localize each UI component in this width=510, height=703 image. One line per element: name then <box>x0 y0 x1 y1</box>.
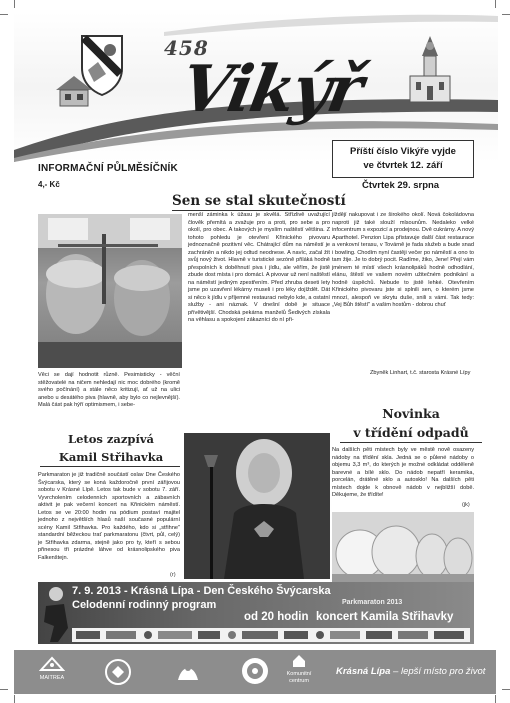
main-article-text-col2: menší záminka k úžasu je skvělá. Střízlivě uvažující člověk přemítá a zvažuje pro a proti, pro sebe a pro okolí, pro obec. A takových je myslím naštěstí většina. Z tohoto pohledu je otevření Křinického pivovaru jednoznačně pozitivní věc. Chátrající dům na náměstí je zachráněn a nikdo jej odtud neodnese. A navíc, začal žít svůj nový život. Hlavně v turistické sezóně přiláká hodně přespolních k doběhnutí piva i jídlu, ale věřím, že jistě zbude dost místa i pro domácí. A pivovar už není naštěstí na náměstí jediným zpestřením. Před zhruba deseti lety jsme po uzavření lékárny museli i pro léky dojíždět. Dát si něco k jídlu v příjemné restauraci nebylo kde, a ostatní služby - ani náznak. V dnešní době je situace přívětivější. Chodská pekárna manželů Šedivých získala na věhlasu a spokojení zákazníci do ní při- <box>188 212 330 323</box>
partner-logo-icon <box>104 658 132 686</box>
next-issue-line2: ve čtvrtek 12. září <box>363 160 443 171</box>
footer-slogan <box>336 666 485 677</box>
newspaper-title: Vikýř <box>175 52 367 127</box>
main-article-signature: Zbyněk Linhart, t.č. starosta Krásné Lípy <box>370 370 471 376</box>
recycling-article-text: Na dalších pěti místech byly ve městě nově osazeny nádoby na třídění skla. Jedná se o půlené nádoby o objemu 3,3 m³, do kterých je možné odkládat odděleně barevné a bílé sklo. Do nádob nepatří keramika, porcelán, drátěné sklo a autosklo! Na dalších pěti místech dojde k obnově nádob v nejbližší době. Děkujeme, že třídíte! <box>332 447 474 498</box>
slogan-text: – lepší místo pro život <box>390 666 486 677</box>
concert-article-headline <box>36 430 186 466</box>
community-center-logo <box>276 654 322 685</box>
banner-program: Celodenní rodinný program <box>72 599 217 611</box>
headline-underline <box>172 210 332 211</box>
concert-article-text: Parkmaraton je již tradičně součástí oslav Dne Českého Švýcarska, který se koná každoročně první zářijovou sobotu v Krásné Lípě. Letos tak bude v sobotu 7. září. Vyvrcholením celodenních sportovních a zábavních aktivit je pak večerní koncert na Křinickém náměstí. Letos se ve 20:00 hodin na pódium postaví majitel jednoho z největších hlasů naší současné populární scény Kamil Střihavka. Pro každého, kdo si „střihne" standardní běžeckou trať parkmaratonu (čtvrt, půl, celý) je Střihavka zdarma, stejně jako pro ty, kteří s sebou přinesou tři prázdné láhve od krásnolipského piva Falkenštejn. <box>38 472 180 561</box>
community-center-icon <box>292 654 306 668</box>
banner-concert: koncert Kamila Střihavky <box>316 611 454 623</box>
next-issue-box <box>332 140 474 178</box>
crop-mark <box>495 695 496 703</box>
maitrea-logo-label: MAITREA <box>39 675 65 681</box>
event-banner <box>38 582 474 644</box>
brewery-photo <box>38 214 182 368</box>
headline-underline <box>340 442 482 443</box>
partner-logo-icon <box>174 658 202 686</box>
singer-photo <box>184 433 330 579</box>
community-center-label-2: centrum <box>289 678 309 684</box>
main-article-text-col3: jíždějí nakupovat i ze širokého okolí. Nová čokoládovna naproti již také slouží mlsounům. Nedaleko velké infocentrum s expozicí a prodejnou. Dvě cukrárny. A nový Aparthotel. Penzion Lipa přistavuje další část restaurace a venkovní terasu, v Továrně je fada služeb a bude snad i bowling. Chodím nyní častěji večer po náměstí a ono to tam žije. Je to dobrý pocit. Radíme, žiko, Jene! Přejí vám jménem té místí všech krásnolipáků hodně odhodlání, elánu, štěstí ve vašem novém užitečném podnikání a hodně úspěchů. Nebude to jistě lehké. Otevřením Křinického pivovaru jste si splnili sen, o kterém jsme mnozí, alespoň ve skrytu duše, snili s vámi. Tak tedy: „Vej Bůh štěstí" a vašim hostům - dobrou chuť <box>332 212 474 308</box>
footer <box>14 650 496 694</box>
next-issue-line1: Příští číslo Vikýře vyjde <box>350 146 456 157</box>
slogan-town: Krásná Lípa <box>336 666 391 677</box>
recycling-headline-line1: Novinka <box>382 406 440 421</box>
maitrea-logo-icon <box>39 656 65 672</box>
banner-parkmaraton: Parkmaraton 2013 <box>342 599 403 606</box>
issue-number: 458 <box>164 36 209 60</box>
crop-mark <box>495 0 496 8</box>
recycling-article-headline <box>336 404 486 442</box>
price: 4,- Kč <box>38 180 60 189</box>
partner-logo-icon <box>240 656 270 686</box>
maitrea-logo <box>32 656 72 682</box>
crop-mark <box>0 14 8 15</box>
recycling-bins-photo <box>332 512 474 582</box>
church-icon <box>406 32 454 106</box>
headline-underline <box>40 466 180 467</box>
recycling-headline-line2: v třídění odpadů <box>353 425 469 440</box>
community-center-label-1: Komunitní <box>286 671 312 677</box>
issue-date: Čtvrtek 29. srpna <box>362 180 440 191</box>
main-article-headline: Sen se stal skutečností <box>172 193 346 209</box>
crop-mark <box>14 695 15 703</box>
concert-headline-line1: Letos zazpívá <box>68 432 154 446</box>
banner-time: od 20 hodin <box>244 611 309 623</box>
crop-mark <box>502 689 510 690</box>
concert-headline-line2: Kamil Střihavka <box>58 450 164 464</box>
crop-mark <box>14 0 15 8</box>
crop-mark <box>502 14 510 15</box>
publication-subtitle: INFORMAČNÍ PŮLMĚSÍČNÍK <box>38 163 178 174</box>
recycling-article-credit: (jk) <box>462 502 470 508</box>
sponsor-logos-strip <box>72 628 470 642</box>
banner-event-title: 7. 9. 2013 - Krásná Lípa - Den Českého Švýcarska <box>72 585 331 597</box>
house-icon <box>54 74 94 108</box>
crop-mark <box>0 689 8 690</box>
main-article-text-col1: Věci se dají hodnotit různě. Pesimisticky - věční stěžovatelé na ničem nehledají nic moc dobrého (kromě svého počínání) a stále něco kritizují, ať už na ulici anebo u desátého piva (hlavně, aby bylo co nejlevnější). Malá část pak hýří optimismem, i sebe- <box>38 372 180 408</box>
concert-article-credit: (r) <box>170 572 176 578</box>
